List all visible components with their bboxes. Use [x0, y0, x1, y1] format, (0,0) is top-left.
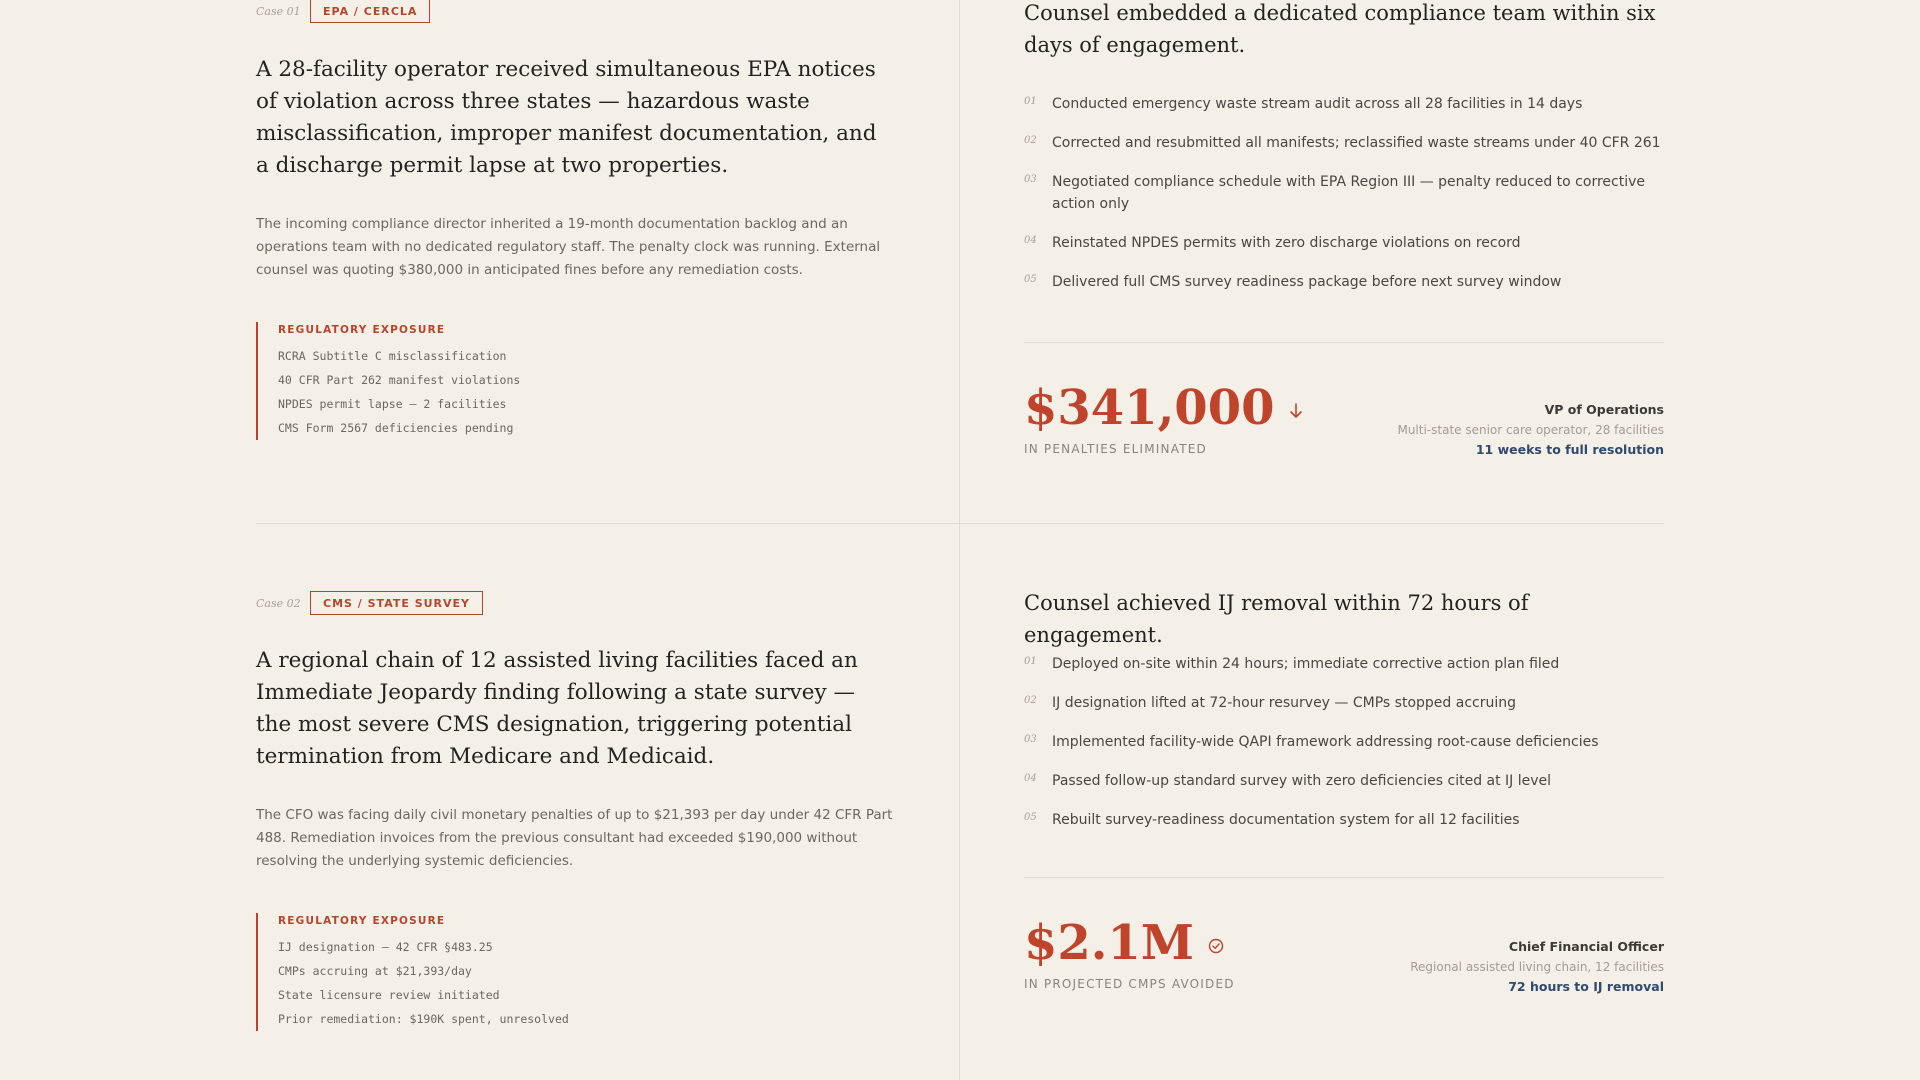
- case-lead: A regional chain of 12 assisted living facilities faced an Immediate Jeopardy finding following a state survey — the most severe CMS designation, triggering potential termination from Medicare and Medicaid.: [256, 648, 858, 769]
- exposure-item: 40 CFR Part 262 manifest violations: [278, 373, 521, 387]
- metric-label: IN PROJECTED CMPS AVOIDED: [1024, 977, 1235, 991]
- case-number: Case 01: [256, 4, 301, 18]
- client-role: Chief Financial Officer: [1508, 939, 1664, 954]
- case-divider: [256, 523, 1664, 524]
- client-role: VP of Operations: [1544, 402, 1664, 417]
- client-organization: Multi-state senior care operator, 28 facilities: [1397, 423, 1664, 437]
- step-text: Implemented facility-wide QAPI framework addressing root-cause deficiencies: [1052, 734, 1599, 750]
- case-number: Case 02: [256, 596, 301, 610]
- outcome-step: [1024, 770, 1664, 792]
- case-lead: A 28-facility operator received simultaneous EPA notices of violation across three states — hazardous waste misclassification, improper manifest documentation, and a discharge permit lapse at two properties.: [256, 57, 877, 178]
- resolution-time: 72 hours to IJ removal: [1508, 979, 1664, 994]
- metric-label: IN PENALTIES ELIMINATED: [1024, 442, 1207, 456]
- step-number: 02: [1024, 135, 1037, 146]
- step-number: 05: [1024, 274, 1037, 285]
- metric-value: $341,000: [1024, 380, 1275, 436]
- step-text: Negotiated compliance schedule with EPA Region III — penalty reduced to corrective action only: [1052, 174, 1645, 212]
- outcome-step: [1024, 731, 1664, 753]
- resolution-time: 11 weeks to full resolution: [1475, 442, 1664, 457]
- column-divider: [959, 0, 960, 1080]
- exposure-title: REGULATORY EXPOSURE: [278, 915, 446, 927]
- exposure-item: NPDES permit lapse — 2 facilities: [278, 397, 507, 411]
- outcome-divider: [1024, 877, 1664, 878]
- step-number: 02: [1024, 695, 1037, 706]
- step-text: Deployed on-site within 24 hours; immediate corrective action plan filed: [1052, 656, 1560, 672]
- step-text: Delivered full CMS survey readiness package before next survey window: [1052, 274, 1562, 290]
- outcome-steps: [1024, 93, 1664, 310]
- result-metric: [1024, 380, 1303, 456]
- step-text: Reinstated NPDES permits with zero discharge violations on record: [1052, 235, 1521, 251]
- case-tagline: [256, 591, 483, 615]
- step-text: Corrected and resubmitted all manifests; reclassified waste streams under 40 CFR 261: [1052, 135, 1661, 151]
- exposure-list: [278, 935, 778, 1031]
- outcome-heading: Counsel embedded a dedicated compliance team within six days of engagement.: [1024, 1, 1656, 57]
- check-circle-icon: [1208, 938, 1224, 958]
- outcome-step: [1024, 653, 1664, 675]
- outcome-step: [1024, 271, 1664, 293]
- outcome-steps: [1024, 653, 1664, 848]
- exposure-item: CMS Form 2567 deficiencies pending: [278, 421, 514, 435]
- step-number: 04: [1024, 773, 1037, 784]
- step-number: 03: [1024, 734, 1037, 745]
- step-number: 01: [1024, 96, 1037, 107]
- outcome-step: [1024, 171, 1664, 215]
- outcome-divider: [1024, 342, 1664, 343]
- step-text: IJ designation lifted at 72-hour resurvey — CMPs stopped accruing: [1052, 695, 1516, 711]
- step-text: Rebuilt survey-readiness documentation system for all 12 facilities: [1052, 812, 1520, 828]
- arrow-down-icon: [1289, 403, 1303, 423]
- client-attribution: [1304, 937, 1664, 997]
- case-category-tag: EPA / CERCLA: [310, 0, 430, 23]
- client-organization: Regional assisted living chain, 12 facilities: [1410, 960, 1664, 974]
- outcome-step: [1024, 132, 1664, 154]
- regulatory-exposure-box: [256, 322, 778, 440]
- outcome-step: [1024, 692, 1664, 714]
- regulatory-exposure-box: [256, 913, 778, 1031]
- exposure-item: IJ designation — 42 CFR §483.25: [278, 940, 493, 954]
- step-number: 04: [1024, 235, 1037, 246]
- exposure-item: CMPs accruing at $21,393/day: [278, 964, 472, 978]
- outcome-step: [1024, 232, 1664, 254]
- exposure-item: RCRA Subtitle C misclassification: [278, 349, 507, 363]
- exposure-list: [278, 344, 778, 440]
- exposure-item: State licensure review initiated: [278, 988, 500, 1002]
- client-attribution: [1304, 400, 1664, 460]
- exposure-title: REGULATORY EXPOSURE: [278, 324, 446, 336]
- step-text: Conducted emergency waste stream audit across all 28 facilities in 14 days: [1052, 96, 1583, 112]
- exposure-item: Prior remediation: $190K spent, unresolved: [278, 1012, 569, 1026]
- step-number: 01: [1024, 656, 1037, 667]
- case-background: The CFO was facing daily civil monetary penalties of up to $21,393 per day under 42 CFR Part 488. Remediation invoices from the previous consultant had exceeded $190,000 without resolving the underlying systemic deficiencies.: [256, 807, 893, 869]
- outcome-step: [1024, 93, 1664, 115]
- metric-value: $2.1M: [1024, 915, 1195, 971]
- step-text: Passed follow-up standard survey with zero deficiencies cited at IJ level: [1052, 773, 1552, 789]
- result-metric: [1024, 915, 1235, 991]
- outcome-heading: Counsel achieved IJ removal within 72 hours of engagement.: [1024, 591, 1529, 647]
- outcome-step: [1024, 809, 1664, 831]
- case-background: The incoming compliance director inherited a 19-month documentation backlog and an operations team with no dedicated regulatory staff. The penalty clock was running. External counsel was quoting $380,000 in anticipated fines before any remediation costs.: [256, 216, 881, 278]
- case-tagline: [256, 0, 430, 23]
- case-category-tag: CMS / STATE SURVEY: [310, 591, 483, 615]
- step-number: 03: [1024, 174, 1037, 185]
- step-number: 05: [1024, 812, 1037, 823]
